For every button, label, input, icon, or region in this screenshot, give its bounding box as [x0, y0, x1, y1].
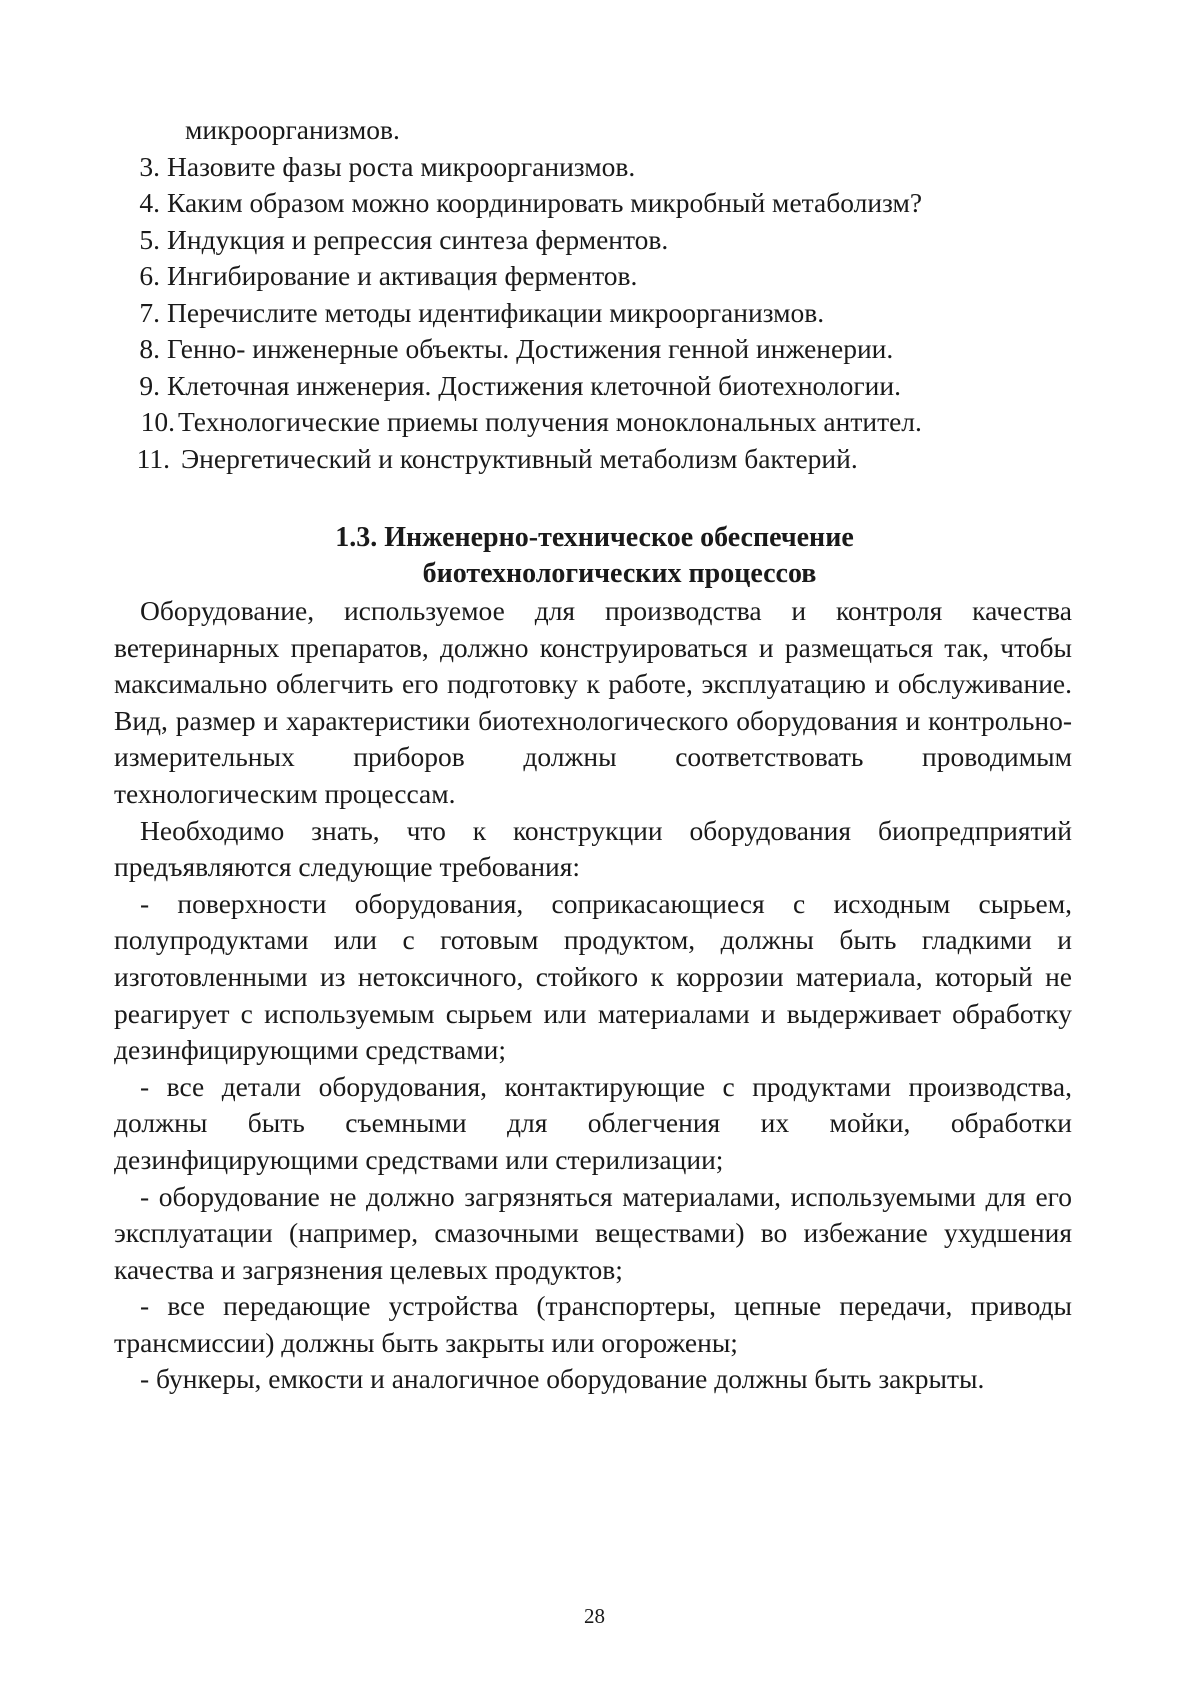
list-item-text: Назовите фазы роста микроорганизмов.: [167, 150, 636, 182]
list-continuation-text: микроорганизмов.: [185, 114, 400, 145]
list-item: [0, 295, 1189, 332]
section-heading-line-2: биотехнологических процессов: [422, 558, 817, 589]
list-item-text: Ингибирование и активация ферментов.: [167, 260, 638, 291]
requirement-paragraph: - оборудование не должно загрязняться материалами, используемыми для его эксплуатации (например, смазочными веществами) во избежание ухудшения качества и загрязнения целевых продуктов;: [114, 1180, 1072, 1285]
requirement-paragraph: - поверхности оборудования, соприкасающиеся с исходным сырьем, полупродуктами или с готовым продуктом, должны быть гладкими и изготовленными из нетоксичного, стойкого к коррозии материала, который не реагирует с используемым сырьем или материалами и выдерживает обработку дезинфицирующими средствами;: [114, 887, 1072, 1066]
requirement-paragraph: - все передающие устройства (транспортеры, цепные передачи, приводы трансмиссии) должны быть закрыты или огорожены;: [114, 1290, 1072, 1358]
list-item-number: 8.: [139, 333, 160, 364]
list-item-number: 6.: [139, 260, 160, 291]
list-item-number: 5.: [139, 223, 160, 255]
list-item: [0, 404, 1189, 441]
list-item: [0, 368, 1189, 405]
list-item-number: 11.: [136, 442, 170, 474]
list-item: [0, 222, 1189, 259]
list-continuation-line: [0, 112, 1189, 149]
requirement-paragraph: - все детали оборудования, контактирующие с продуктами производства, должны быть съемными для облегчения их мойки, обработки дезинфицирующими средствами или стерилизации;: [114, 1070, 1072, 1175]
list-item: [0, 331, 1189, 368]
list-item-text: Каким образом можно координировать микробный метаболизм?: [167, 187, 923, 218]
list-item: [0, 149, 1189, 186]
list-item: [0, 441, 1189, 478]
list-item: [0, 185, 1189, 222]
list-item-text: Энергетический и конструктивный метаболизм бактерий.: [181, 442, 858, 474]
section-body: [114, 593, 1072, 1398]
list-item-text: Технологические приемы получения моноклональных антител.: [178, 406, 922, 437]
list-item-text: Перечислите методы идентификации микроорганизмов.: [167, 296, 825, 328]
body-paragraph: Оборудование, используемое для производства и контроля качества ветеринарных препаратов, должно конструироваться и размещаться так, чтобы максимально облегчить его подготовку к работе, эксплуатацию и обслуживание. Вид, размер и характеристики биотехнологического оборудования и контрольно-измерительных приборов должны соответствовать проводимым технологическим процессам.: [114, 595, 1072, 809]
question-list: [0, 112, 1189, 477]
section-heading-line-1: 1.3. Инженерно-техническое обеспечение: [335, 522, 854, 553]
list-item-number: 10.: [140, 406, 175, 437]
page-number: 28: [584, 1604, 605, 1628]
list-item-text: Клеточная инженерия. Достижения клеточной биотехнологии.: [167, 369, 901, 401]
requirement-paragraph: - бункеры, емкости и аналогичное оборудование должны быть закрыты.: [140, 1363, 985, 1395]
list-item-number: 7.: [139, 296, 160, 328]
list-item: [0, 258, 1189, 295]
list-item-text: Индукция и репрессия синтеза ферментов.: [167, 223, 669, 255]
list-item-number: 3.: [139, 150, 160, 182]
list-item-number: 4.: [139, 187, 160, 218]
list-item-number: 9.: [139, 369, 160, 401]
body-paragraph: Необходимо знать, что к конструкции оборудования биопредприятий предъявляются следующие требования:: [114, 814, 1072, 883]
list-item-text: Генно- инженерные объекты. Достижения генной инженерии.: [167, 333, 894, 364]
